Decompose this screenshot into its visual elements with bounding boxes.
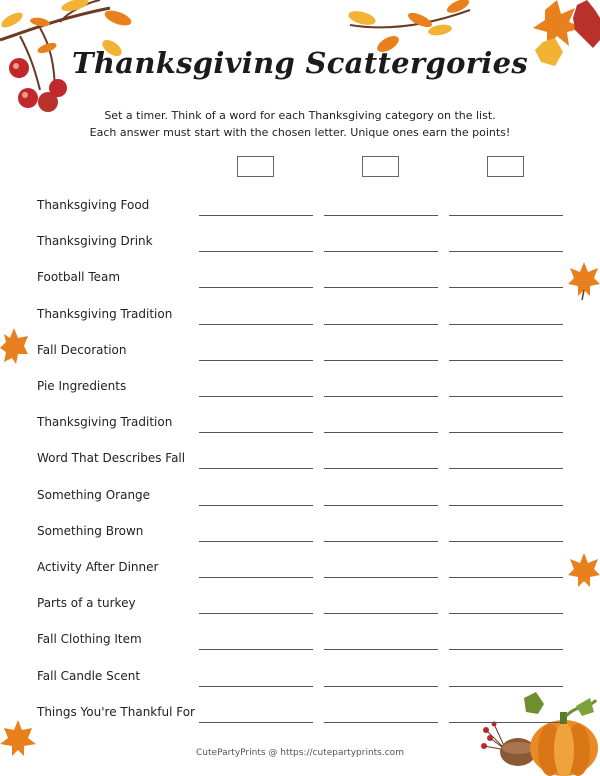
answer-line-3[interactable] (449, 613, 563, 614)
answer-line-2[interactable] (324, 722, 438, 723)
instruction-line: Each answer must start with the chosen letter. Unique ones earn the points! (89, 126, 511, 139)
answer-line-2[interactable] (324, 649, 438, 650)
footer-credit: CutePartyPrints @ https://cutepartyprints.com (196, 748, 404, 758)
answer-line-2[interactable] (324, 577, 438, 578)
letter-box-2[interactable] (362, 156, 399, 177)
category-label: Things You're Thankful For (37, 704, 195, 719)
category-label: Something Orange (37, 487, 151, 502)
answer-line-2[interactable] (324, 360, 438, 361)
answer-line-1[interactable] (199, 215, 313, 216)
maple-leaf-icon (566, 553, 600, 591)
answer-line-1[interactable] (199, 577, 313, 578)
answer-line-3[interactable] (449, 360, 563, 361)
answer-line-2[interactable] (324, 613, 438, 614)
answer-line-1[interactable] (199, 324, 313, 325)
answer-line-2[interactable] (324, 468, 438, 469)
answer-line-2[interactable] (324, 287, 438, 288)
answer-line-3[interactable] (449, 287, 563, 288)
answer-line-2[interactable] (324, 505, 438, 506)
answer-line-2[interactable] (324, 541, 438, 542)
page-title: Thanksgiving Scattergories (72, 46, 528, 80)
answer-line-3[interactable] (449, 649, 563, 650)
answer-line-2[interactable] (324, 432, 438, 433)
answer-line-1[interactable] (199, 541, 313, 542)
answer-line-1[interactable] (199, 468, 313, 469)
category-label: Thanksgiving Tradition (37, 306, 173, 321)
instruction-line: Set a timer. Think of a word for each Thanksgiving category on the list. (104, 109, 496, 122)
category-label: Fall Decoration (37, 342, 127, 357)
category-label: Thanksgiving Tradition (37, 415, 173, 430)
answer-line-3[interactable] (449, 468, 563, 469)
answer-line-1[interactable] (199, 287, 313, 288)
answer-line-2[interactable] (324, 251, 438, 252)
instructions (60, 107, 540, 141)
category-label: Thanksgiving Food (37, 198, 150, 212)
answer-line-3[interactable] (449, 432, 563, 433)
answer-line-2[interactable] (324, 686, 438, 687)
category-label: Fall Candle Scent (37, 668, 141, 683)
letter-box-1[interactable] (237, 156, 274, 177)
answer-line-1[interactable] (199, 360, 313, 361)
letter-box-3[interactable] (487, 156, 524, 177)
answer-line-1[interactable] (199, 251, 313, 252)
answer-line-1[interactable] (199, 432, 313, 433)
answer-line-1[interactable] (199, 686, 313, 687)
category-label: Word That Describes Fall (37, 451, 186, 466)
answer-line-3[interactable] (449, 396, 563, 397)
maple-leaf-icon (0, 328, 28, 368)
category-label: Activity After Dinner (37, 560, 159, 574)
category-label: Parts of a turkey (37, 596, 136, 611)
answer-line-3[interactable] (449, 324, 563, 325)
pumpkin-icon (478, 690, 600, 776)
category-label: Fall Clothing Item (37, 632, 142, 647)
answer-line-3[interactable] (449, 215, 563, 216)
maple-leaf-icon (568, 262, 600, 300)
category-label: Pie Ingredients (37, 379, 127, 393)
answer-line-3[interactable] (449, 722, 563, 723)
answer-line-1[interactable] (199, 505, 313, 506)
category-label: Something Brown (37, 523, 144, 538)
answer-line-1[interactable] (199, 613, 313, 614)
category-label: Football Team (37, 270, 121, 285)
answer-line-1[interactable] (199, 649, 313, 650)
answer-line-2[interactable] (324, 324, 438, 325)
answer-line-3[interactable] (449, 577, 563, 578)
category-label: Thanksgiving Drink (37, 234, 153, 249)
answer-line-3[interactable] (449, 251, 563, 252)
answer-line-3[interactable] (449, 686, 563, 687)
answer-line-1[interactable] (199, 722, 313, 723)
answer-line-2[interactable] (324, 215, 438, 216)
answer-line-3[interactable] (449, 505, 563, 506)
answer-line-3[interactable] (449, 541, 563, 542)
answer-line-1[interactable] (199, 396, 313, 397)
answer-line-2[interactable] (324, 396, 438, 397)
